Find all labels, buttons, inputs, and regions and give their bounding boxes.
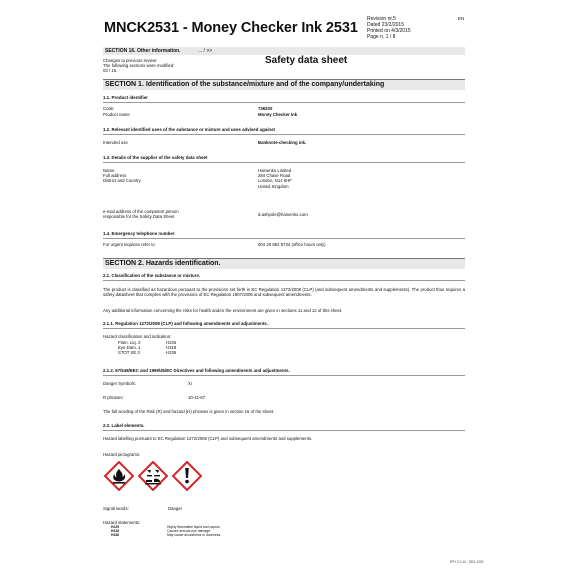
supplier-country: United Kingdom: [258, 183, 289, 189]
subsection-2-2: 2.2. Label elements.: [103, 423, 145, 428]
product-name-label: Product name: [103, 112, 130, 117]
section2-title: SECTION 2. Hazards identification.: [105, 260, 221, 267]
section1-band: [103, 79, 465, 90]
document-title: MNCK2531 - Money Checker Ink 2531: [104, 20, 358, 36]
divider: [103, 238, 465, 239]
hazard-statements-label: Hazard statements:: [103, 520, 141, 525]
hazard-statements-list: [111, 525, 221, 538]
code-value: 736200: [258, 106, 273, 111]
danger-symbols-value: Xi: [188, 381, 192, 386]
subsection-1-1: 1.1. Product identifier: [103, 95, 148, 100]
subsection-2-1-2: 2.1.2. 67/548/EEC and 1999/45/EC Directives and following amendments and adjustments.: [103, 368, 290, 373]
divider: [103, 328, 465, 329]
divider: [103, 162, 465, 163]
intended-use-value: Banknote-checking ink.: [258, 140, 307, 145]
corrosion-pictogram-icon: [138, 461, 168, 491]
hazard-row: Eye Dam. 1 H318: [118, 345, 177, 351]
divider: [103, 102, 465, 103]
subsection-2-1-1: 2.1.1. Regulation 1272/2008 (CLP) and following amendments and adjustments.: [103, 321, 268, 326]
section16-more: ... / >>: [198, 48, 213, 54]
supplier-name: Hainenko Limited: [258, 168, 292, 173]
hazard-statement: H225 Highly flammable liquid and vapour.: [111, 525, 221, 529]
hazard-statement: H318 Causes serious eye damage.: [111, 529, 211, 534]
page-footer: EPY 9.2.10 - SDS 1003: [450, 560, 484, 564]
divider: [103, 280, 465, 281]
r-phrases-value: 10-41-67: [188, 395, 206, 400]
modified-label: The following sections were modified:: [103, 63, 175, 68]
printed-date: Printed on 4/3/2015: [367, 28, 411, 34]
name-label: Name: [103, 168, 115, 173]
supplier-address: 284 Chase Road: [258, 173, 291, 179]
r-phrases-label: R phrases:: [103, 395, 124, 400]
modified-value: 03 / 16.: [103, 68, 118, 73]
additional-info: Any additional information concerning the risks for health and/or the environment are given in sections 11 and 12 of this sheet.: [103, 308, 343, 313]
supplier-city: London, N14 6HF: [258, 178, 292, 184]
subsection-1-2: 1.2. Relevant identified uses of the substance or mixture and uses advised against: [103, 127, 276, 132]
changes-label: Changes to previous review:: [103, 58, 158, 63]
urgent-value: 004 20 862 8734 (office hours only): [258, 242, 326, 247]
intended-use-label: Intended use: [103, 140, 128, 145]
signal-words-label: Signal words:: [103, 506, 129, 511]
full-wording-note: The full wording of the Risk (R) and hazard (H) phrases is given in section 16 of the sheet.: [103, 409, 275, 414]
section16-label: SECTION 16. Other information.: [105, 48, 181, 54]
district-label: District and Country: [103, 178, 141, 184]
divider: [103, 430, 465, 431]
sds-heading: Safety data sheet: [265, 55, 348, 66]
email-value[interactable]: d.ashpole@hainenko.com: [258, 212, 308, 217]
hazard-statement: H336 May cause drowsiness or dizziness.: [111, 533, 222, 538]
section16-band: [103, 47, 465, 55]
email-label-line1: e-mail address of the competent person: [103, 209, 179, 214]
changes-block: [103, 58, 174, 73]
divider: [103, 375, 465, 376]
product-name-value: Money Checker Ink: [258, 112, 298, 117]
email-label-line2: responsible for the Safety Data Sheet: [103, 214, 175, 220]
email-labels: [103, 209, 179, 219]
code-label: Code:: [103, 106, 115, 111]
hazard-class-list: [118, 340, 176, 356]
revision-block: [367, 16, 411, 40]
subsection-1-4: 1.4. Emergency telephone number: [103, 231, 175, 236]
supplier-labels: [103, 168, 141, 184]
hazard-row: Flam. Liq. 2 H225: [118, 340, 177, 345]
hazard-row: STOT SE 3 H336: [118, 350, 177, 356]
page-number: Page n. 1 / 8: [367, 34, 396, 40]
hazard-class-label: Hazard classification and indication:: [103, 334, 172, 339]
address-label: Full address: [103, 173, 127, 179]
pictograms-label: Hazard pictograms:: [103, 452, 141, 457]
language-code: EN: [458, 16, 465, 21]
revision-number: Revision nr.5: [367, 16, 396, 22]
supplier-values: [258, 168, 292, 189]
divider: [103, 134, 465, 135]
exclamation-pictogram-icon: [172, 461, 202, 491]
danger-symbols-label: Danger Symbols:: [103, 381, 136, 386]
subsection-1-3: 1.3. Details of the supplier of the safety data sheet: [103, 155, 208, 160]
section2-band: [103, 258, 465, 269]
classification-paragraph: The product is classified as hazardous pursuant to the provisions set forth in EC Regulation 1272/2008 (CLP) (and subsequent amendments and supplements). The product thus requires a safety datasheet that complies with the provisions of EC Regulation 1907/2006 and subsequent amendments.: [103, 287, 465, 298]
revision-date: Dated 23/2/2015: [367, 22, 404, 28]
subsection-2-1: 2.1. Classification of the substance or mixture.: [103, 273, 201, 278]
labelling-note: Hazard labelling pursuant to EC Regulation 1272/2008 (CLP) and subsequent amendments and supplements.: [103, 436, 313, 441]
flame-pictogram-icon: [104, 461, 134, 491]
urgent-label: For urgent inquiries refer to: [103, 242, 155, 247]
signal-words-value: Danger: [168, 506, 183, 511]
section1-title: SECTION 1. Identification of the substance/mixture and of the company/undertaking: [105, 81, 385, 88]
